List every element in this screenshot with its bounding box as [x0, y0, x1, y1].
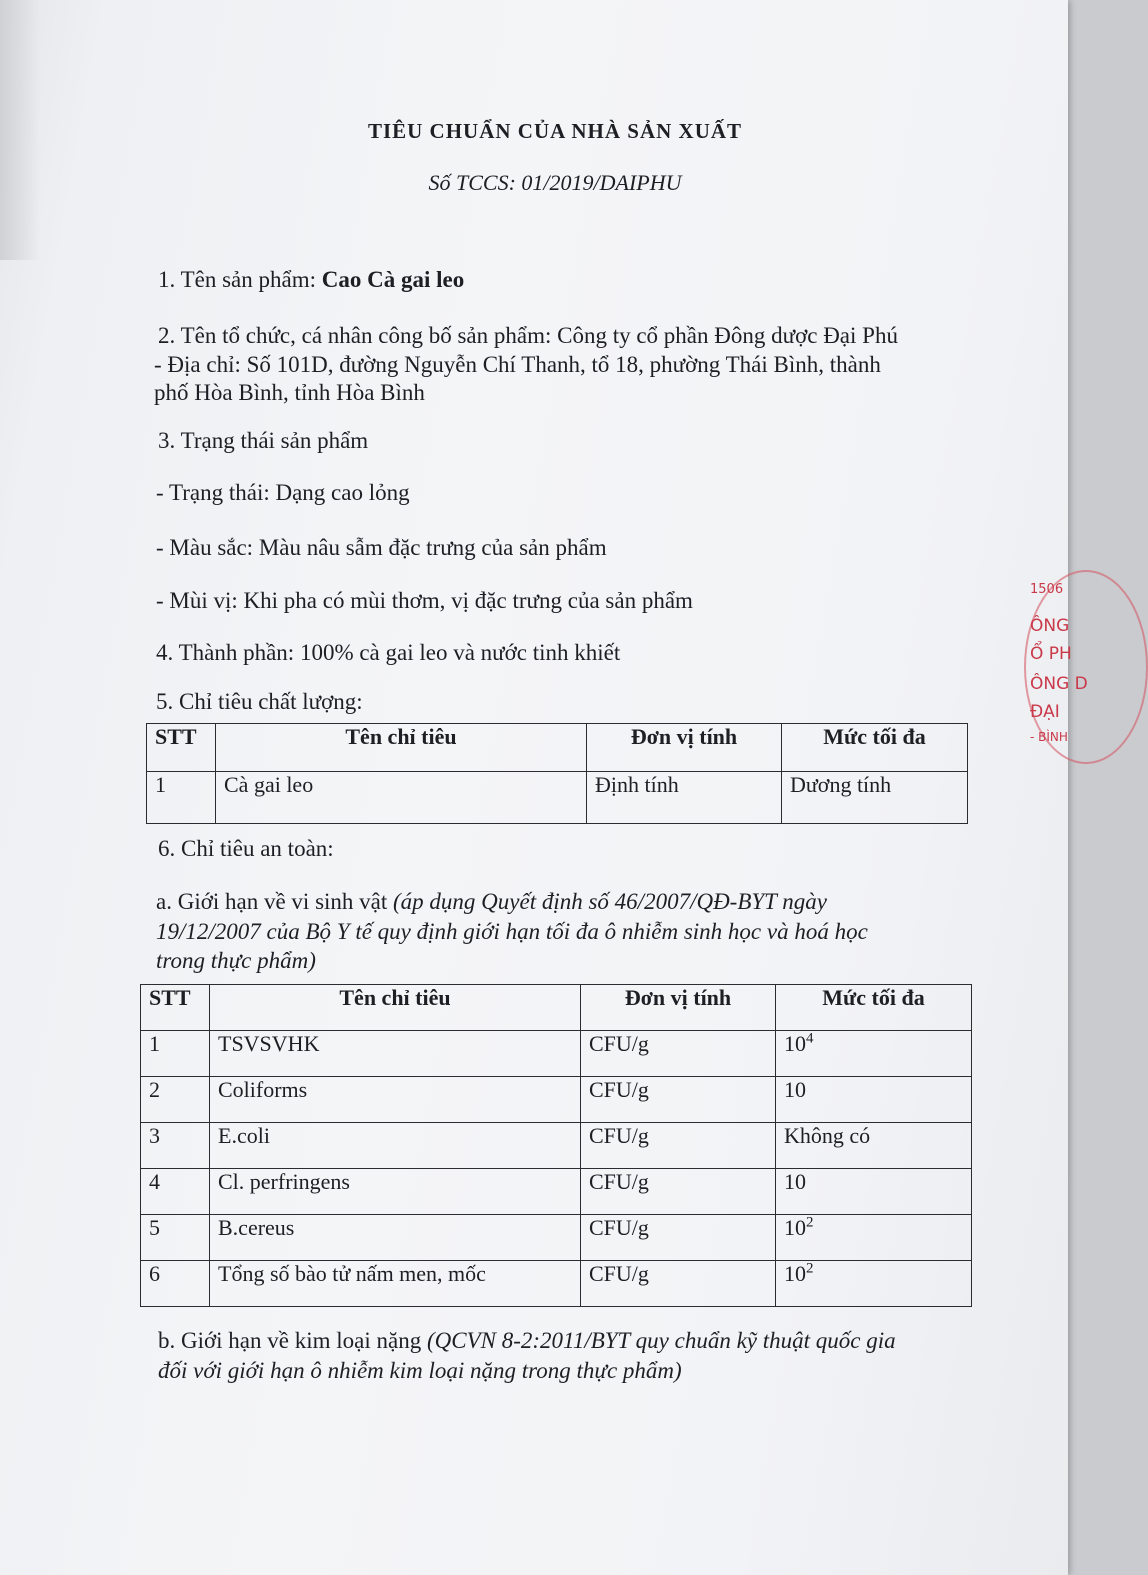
table-row [141, 1123, 972, 1169]
cell-stt: 5 [141, 1215, 210, 1261]
cell-unit: CFU/g [581, 1169, 776, 1215]
heavy-metal-reference: (QCVN 8-2:2011/BYT quy chuẩn kỹ thuật quốc gia [426, 1328, 896, 1353]
product-state: - Trạng thái: Dạng cao lỏng [156, 480, 410, 505]
max-exponent: 4 [806, 1030, 814, 1047]
microbe-table [140, 984, 972, 1307]
stamp-text: ÔNG D [1030, 674, 1088, 694]
cell-max [776, 1123, 972, 1169]
table-row [141, 1261, 972, 1307]
stamp-text: ĐẠI [1030, 702, 1060, 722]
cell-unit: CFU/g [581, 1123, 776, 1169]
cell-name: TSVSVHK [210, 1031, 581, 1077]
product-state-heading: 3. Trạng thái sản phẩm [158, 428, 369, 453]
table-row [147, 772, 968, 824]
header-name: Tên chỉ tiêu [210, 985, 581, 1031]
table-header-row [141, 985, 972, 1031]
organization-line: 2. Tên tổ chức, cá nhân công bố sản phẩm: Công ty cổ phần Đông dược Đại Phú [158, 323, 898, 348]
address-line: - Địa chỉ: Số 101D, đường Nguyễn Chí Thanh, tổ 18, phường Thái Bình, thành [154, 352, 881, 377]
quality-table [146, 723, 968, 824]
cell-max [776, 1031, 972, 1077]
company-stamp [1024, 570, 1088, 760]
microbe-limit-reference-cont: 19/12/2007 của Bộ Y tế quy định giới hạn tối đa ô nhiễm sinh học và hoá học [156, 919, 868, 944]
max-exponent: 2 [806, 1214, 814, 1231]
heavy-metal-reference-cont: đối với giới hạn ô nhiễm kim loại nặng trong thực phẩm) [158, 1358, 682, 1383]
microbe-limit-line [156, 887, 962, 917]
cell-max [776, 1077, 972, 1123]
cell-name: Tổng số bào tử nấm men, mốc [210, 1261, 581, 1307]
stamp-text: - BÌNH [1030, 730, 1068, 744]
cell-stt: 1 [147, 772, 216, 824]
heavy-metal-line [158, 1326, 896, 1356]
product-color: - Màu sắc: Màu nâu sẫm đặc trưng của sản phẩm [156, 535, 607, 560]
product-name-label: 1. Tên sản phẩm: [158, 267, 322, 292]
standard-code: Số TCCS: 01/2019/DAIPHU [428, 170, 682, 195]
header-max: Mức tối đa [782, 724, 968, 772]
max-base: 10 [784, 1169, 806, 1194]
cell-unit: CFU/g [581, 1261, 776, 1307]
cell-name: E.coli [210, 1123, 581, 1169]
ingredients: 4. Thành phần: 100% cà gai leo và nước tinh khiết [156, 640, 621, 665]
cell-unit: CFU/g [581, 1031, 776, 1077]
table-row [141, 1031, 972, 1077]
stamp-text: Ổ PH [1030, 644, 1072, 664]
stamp-text: ÔNG [1030, 616, 1070, 636]
safety-heading: 6. Chỉ tiêu an toàn: [158, 836, 334, 861]
cell-name: B.cereus [210, 1215, 581, 1261]
table-row [141, 1077, 972, 1123]
cell-stt: 1 [141, 1031, 210, 1077]
header-unit: Đơn vị tính [587, 724, 782, 772]
cell-max [776, 1215, 972, 1261]
cell-max: Dương tính [782, 772, 968, 824]
cell-name: Coliforms [210, 1077, 581, 1123]
max-base: 10 [784, 1261, 806, 1286]
quality-heading: 5. Chỉ tiêu chất lượng: [156, 689, 363, 714]
stamp-text: 1506 [1030, 582, 1064, 597]
max-exponent: 2 [806, 1260, 814, 1277]
table-header-row [147, 724, 968, 772]
header-name: Tên chỉ tiêu [216, 724, 587, 772]
cell-unit: CFU/g [581, 1077, 776, 1123]
cell-unit: Định tính [587, 772, 782, 824]
microbe-limit-reference-end: trong thực phẩm) [156, 948, 316, 973]
max-base: Không có [784, 1123, 871, 1148]
cell-name: Cl. perfringens [210, 1169, 581, 1215]
cell-stt: 3 [141, 1123, 210, 1169]
cell-unit: CFU/g [581, 1215, 776, 1261]
table-row [141, 1169, 972, 1215]
cell-stt: 6 [141, 1261, 210, 1307]
microbe-limit-reference: (áp dụng Quyết định số 46/2007/QĐ-BYT ngày [393, 889, 828, 914]
cell-stt: 2 [141, 1077, 210, 1123]
microbe-limit-label: a. Giới hạn về vi sinh vật [156, 889, 394, 914]
max-base: 10 [784, 1215, 806, 1240]
product-name-value: Cao Cà gai leo [321, 267, 465, 292]
document-title: TIÊU CHUẨN CỦA NHÀ SẢN XUẤT [367, 119, 743, 143]
header-unit: Đơn vị tính [581, 985, 776, 1031]
cell-name: Cà gai leo [216, 772, 587, 824]
header-stt: STT [147, 724, 216, 772]
product-taste: - Mùi vị: Khi pha có mùi thơm, vị đặc trưng của sản phẩm [156, 588, 693, 613]
address-line-cont: phố Hòa Bình, tỉnh Hòa Bình [154, 380, 425, 405]
header-max: Mức tối đa [776, 985, 972, 1031]
table-row [141, 1215, 972, 1261]
cell-max [776, 1261, 972, 1307]
header-stt: STT [141, 985, 210, 1031]
cell-stt: 4 [141, 1169, 210, 1215]
max-base: 10 [784, 1031, 806, 1056]
max-base: 10 [784, 1077, 806, 1102]
cell-max [776, 1169, 972, 1215]
heavy-metal-label: b. Giới hạn về kim loại nặng [158, 1328, 427, 1353]
product-name-line [158, 265, 464, 295]
